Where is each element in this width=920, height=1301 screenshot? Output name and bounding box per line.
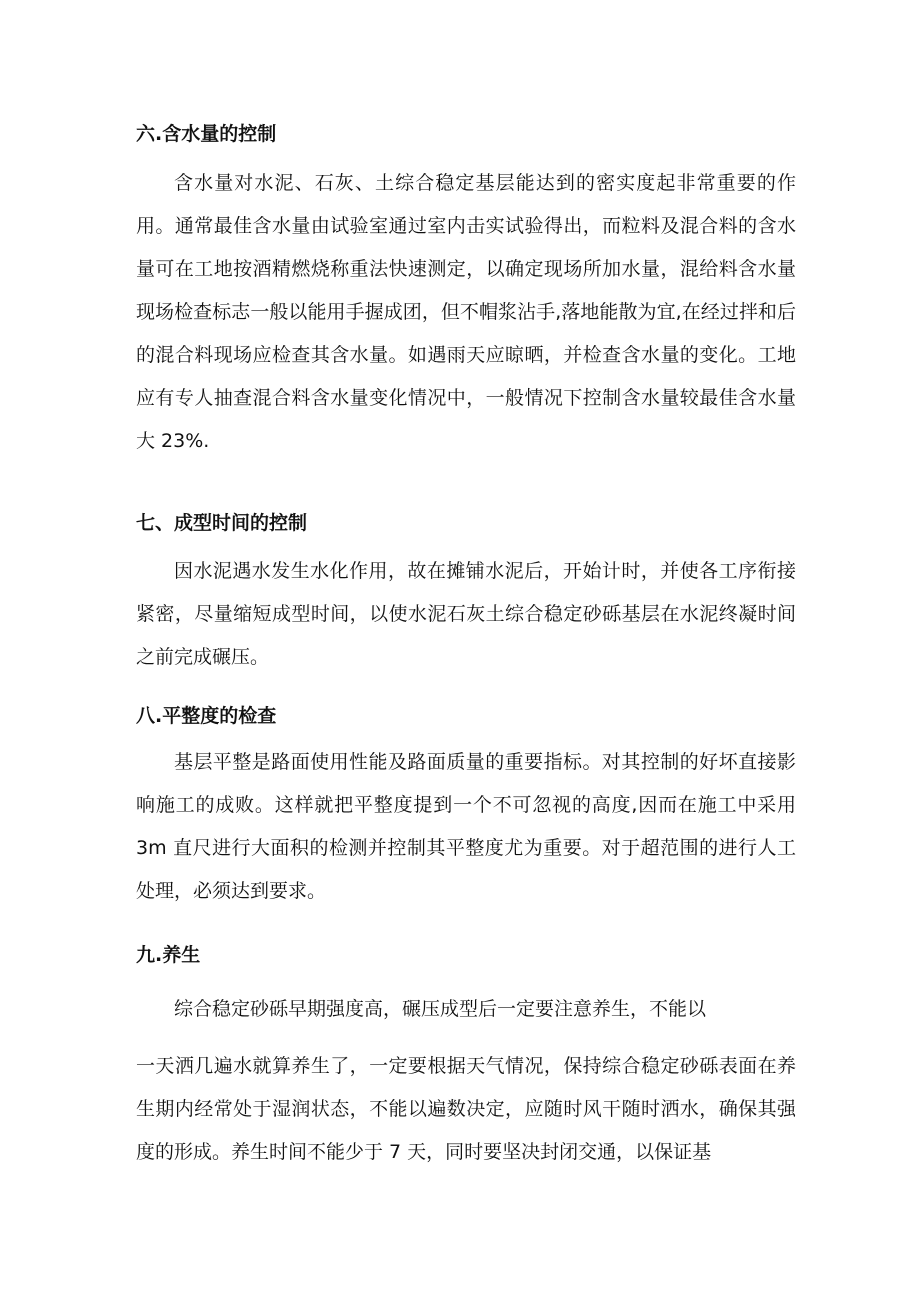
section-heading-curing: 九.养生 — [136, 944, 201, 966]
section-heading-flatness: 八.平整度的检查 — [136, 705, 277, 727]
section-paragraph-moisture: 含水量对水泥、石灰、土综合稳定基层能达到的密实度起非常重要的作用。通常最佳含水量由试验室通过室内击实试验得出，而粒料及混合料的含水量可在工地按酒精燃烧称重法快速测定，以确定现场所加水量，混给料含水量现场检查标志一般以能用手握成团，但不帽浆沾手,落地能散为宜,在经过拌和后的混合料现场应检查其含水量。如遇雨天应晾晒，并检查含水量的变化。工地应有专人抽查混合料含水量变化情况中，一般情况下控制含水量较最佳含水量大 23%. — [136, 172, 796, 452]
section-paragraph-curing-rest: 一天洒几遍水就算养生了，一定要根据天气情况，保持综合稳定砂砾表面在养生期内经常处于湿润状态，不能以遍数决定，应随时风干随时洒水，确保其强度的形成。养生时间不能少于 7 天，同时要坚决封闭交通，以保证基 — [136, 1055, 796, 1163]
section-heading-forming-time: 七、成型时间的控制 — [136, 512, 308, 534]
section-paragraph-flatness: 基层平整是路面使用性能及路面质量的重要指标。对其控制的好坏直接影响施工的成败。这样就把平整度提到一个不可忽视的高度,因而在施工中采用 3m 直尺进行大面积的检测并控制其平整度尤为重要。对于超范围的进行人工处理，必须达到要求。 — [136, 751, 796, 902]
section-paragraph-forming-time: 因水泥遇水发生水化作用，故在摊铺水泥后，开始计时，并使各工序衔接紧密，尽量缩短成型时间，以使水泥石灰土综合稳定砂砾基层在水泥终凝时间之前完成碾压。 — [136, 560, 796, 668]
section-paragraph-curing-first-line: 综合稳定砂砾早期强度高，碾压成型后一定要注意养生，不能以 — [174, 998, 707, 1020]
section-heading-moisture: 六.含水量的控制 — [136, 123, 277, 145]
